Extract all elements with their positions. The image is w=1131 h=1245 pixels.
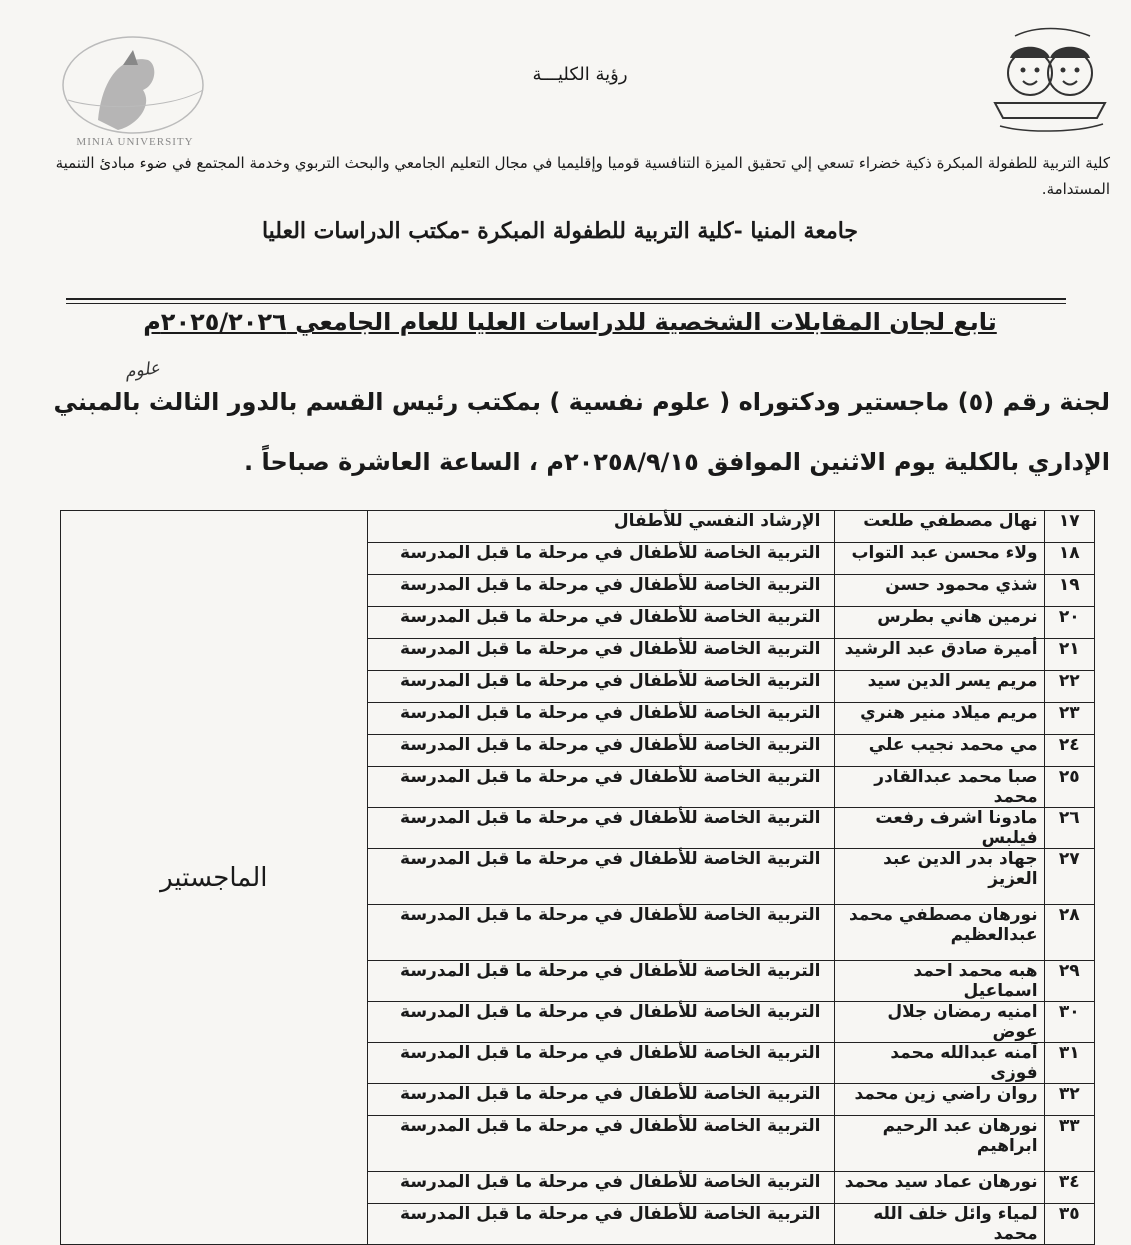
specialization: التربية الخاصة للأطفال في مرحلة ما قبل المدرسة <box>367 1204 835 1245</box>
specialization: التربية الخاصة للأطفال في مرحلة ما قبل المدرسة <box>367 1172 835 1204</box>
row-number: ٣٠ <box>1044 1002 1094 1043</box>
specialization: التربية الخاصة للأطفال في مرحلة ما قبل المدرسة <box>367 671 835 703</box>
row-number: ٣٤ <box>1044 1172 1094 1204</box>
specialization: التربية الخاصة للأطفال في مرحلة ما قبل المدرسة <box>367 1043 835 1084</box>
candidate-name: نهال مصطفي طلعت <box>835 511 1044 543</box>
specialization: التربية الخاصة للأطفال في مرحلة ما قبل المدرسة <box>367 543 835 575</box>
specialization: التربية الخاصة للأطفال في مرحلة ما قبل المدرسة <box>367 849 835 905</box>
faculty-logo <box>985 18 1115 138</box>
row-number: ٢٥ <box>1044 767 1094 808</box>
vision-text: كلية التربية للطفولة المبكرة ذكية خضراء تسعي إلي تحقيق الميزة التنافسية قوميا وإقليميا في مجال التعليم الجامعي والبحث التربوي وخدمة المجتمع في ضوء مبادئ التنمية المستدامة. <box>55 154 1110 198</box>
divider-line <box>66 303 1066 304</box>
candidate-name: امنيه رمضان جلال عوض <box>835 1002 1044 1043</box>
specialization: التربية الخاصة للأطفال في مرحلة ما قبل المدرسة <box>367 961 835 1002</box>
logo-caption: MINIA UNIVERSITY <box>76 136 194 148</box>
row-number: ٣٢ <box>1044 1084 1094 1116</box>
candidate-name: روان راضي زين محمد <box>835 1084 1044 1116</box>
candidate-name: مي محمد نجيب علي <box>835 735 1044 767</box>
specialization: التربية الخاصة للأطفال في مرحلة ما قبل المدرسة <box>367 1002 835 1043</box>
notice-title: تابع لجان المقابلات الشخصية للدراسات العليا للعام الجامعي ٢٠٢٥/٢٠٢٦م <box>143 308 997 336</box>
handwritten-note: علوم <box>123 357 162 383</box>
row-number: ٢٠ <box>1044 607 1094 639</box>
candidate-name: هبه محمد احمد اسماعيل <box>835 961 1044 1002</box>
committee-line-1: لجنة رقم (٥) ماجستير ودكتوراه ( علوم نفسية ) بمكتب رئيس القسم بالدور الثالث بالمبني <box>53 388 1110 416</box>
row-number: ١٧ <box>1044 511 1094 543</box>
candidate-name: مريم يسر الدين سيد <box>835 671 1044 703</box>
vision-title: رؤية الكليـــة <box>532 64 628 85</box>
candidate-name: لمياء وائل خلف الله محمد <box>835 1204 1044 1245</box>
specialization: التربية الخاصة للأطفال في مرحلة ما قبل المدرسة <box>367 1116 835 1172</box>
table-row <box>61 511 1095 543</box>
row-number: ٣٥ <box>1044 1204 1094 1245</box>
candidates-table <box>60 510 1095 1245</box>
candidates-table-wrap <box>60 510 1095 1245</box>
row-number: ٢٤ <box>1044 735 1094 767</box>
candidate-name: نورهان مصطفي محمد عبدالعظيم <box>835 905 1044 961</box>
row-number: ٢٦ <box>1044 808 1094 849</box>
row-number: ١٨ <box>1044 543 1094 575</box>
specialization: التربية الخاصة للأطفال في مرحلة ما قبل المدرسة <box>367 905 835 961</box>
candidate-name: نورهان عبد الرحيم ابراهيم <box>835 1116 1044 1172</box>
degree-label: الماجستير <box>61 511 368 1245</box>
specialization: الإرشاد النفسي للأطفال <box>367 511 835 543</box>
specialization: التربية الخاصة للأطفال في مرحلة ما قبل المدرسة <box>367 735 835 767</box>
row-number: ٢١ <box>1044 639 1094 671</box>
specialization: التربية الخاصة للأطفال في مرحلة ما قبل المدرسة <box>367 767 835 808</box>
row-number: ٣٣ <box>1044 1116 1094 1172</box>
candidate-name: نرمين هاني بطرس <box>835 607 1044 639</box>
divider-line <box>66 298 1066 300</box>
row-number: ٣١ <box>1044 1043 1094 1084</box>
specialization: التربية الخاصة للأطفال في مرحلة ما قبل المدرسة <box>367 639 835 671</box>
candidate-name: أميرة صادق عبد الرشيد <box>835 639 1044 671</box>
specialization: التربية الخاصة للأطفال في مرحلة ما قبل المدرسة <box>367 607 835 639</box>
specialization: التربية الخاصة للأطفال في مرحلة ما قبل المدرسة <box>367 703 835 735</box>
specialization: التربية الخاصة للأطفال في مرحلة ما قبل المدرسة <box>367 808 835 849</box>
candidate-name: مادونا اشرف رفعت فيلبس <box>835 808 1044 849</box>
candidate-name: جهاد بدر الدين عبد العزيز <box>835 849 1044 905</box>
specialization: التربية الخاصة للأطفال في مرحلة ما قبل المدرسة <box>367 575 835 607</box>
row-number: ٢٩ <box>1044 961 1094 1002</box>
row-number: ١٩ <box>1044 575 1094 607</box>
row-number: ٢٧ <box>1044 849 1094 905</box>
candidate-name: نورهان عماد سيد محمد <box>835 1172 1044 1204</box>
committee-line-2: الإداري بالكلية يوم الاثنين الموافق ٢٠٢٥٨/٩/١٥م ، الساعة العاشرة صباحاً . <box>243 448 1110 476</box>
candidate-name: صبا محمد عبدالقادر محمد <box>835 767 1044 808</box>
candidate-name: مريم ميلاد منير هنري <box>835 703 1044 735</box>
candidate-name: ولاء محسن عبد التواب <box>835 543 1044 575</box>
row-number: ٢٣ <box>1044 703 1094 735</box>
institution-line: جامعة المنيا -كلية التربية للطفولة المبكرة -مكتب الدراسات العليا <box>261 218 859 244</box>
row-number: ٢٨ <box>1044 905 1094 961</box>
row-number: ٢٢ <box>1044 671 1094 703</box>
candidate-name: شذي محمود حسن <box>835 575 1044 607</box>
candidate-name: آمنه عبدالله محمد فوزى <box>835 1043 1044 1084</box>
specialization: التربية الخاصة للأطفال في مرحلة ما قبل المدرسة <box>367 1084 835 1116</box>
